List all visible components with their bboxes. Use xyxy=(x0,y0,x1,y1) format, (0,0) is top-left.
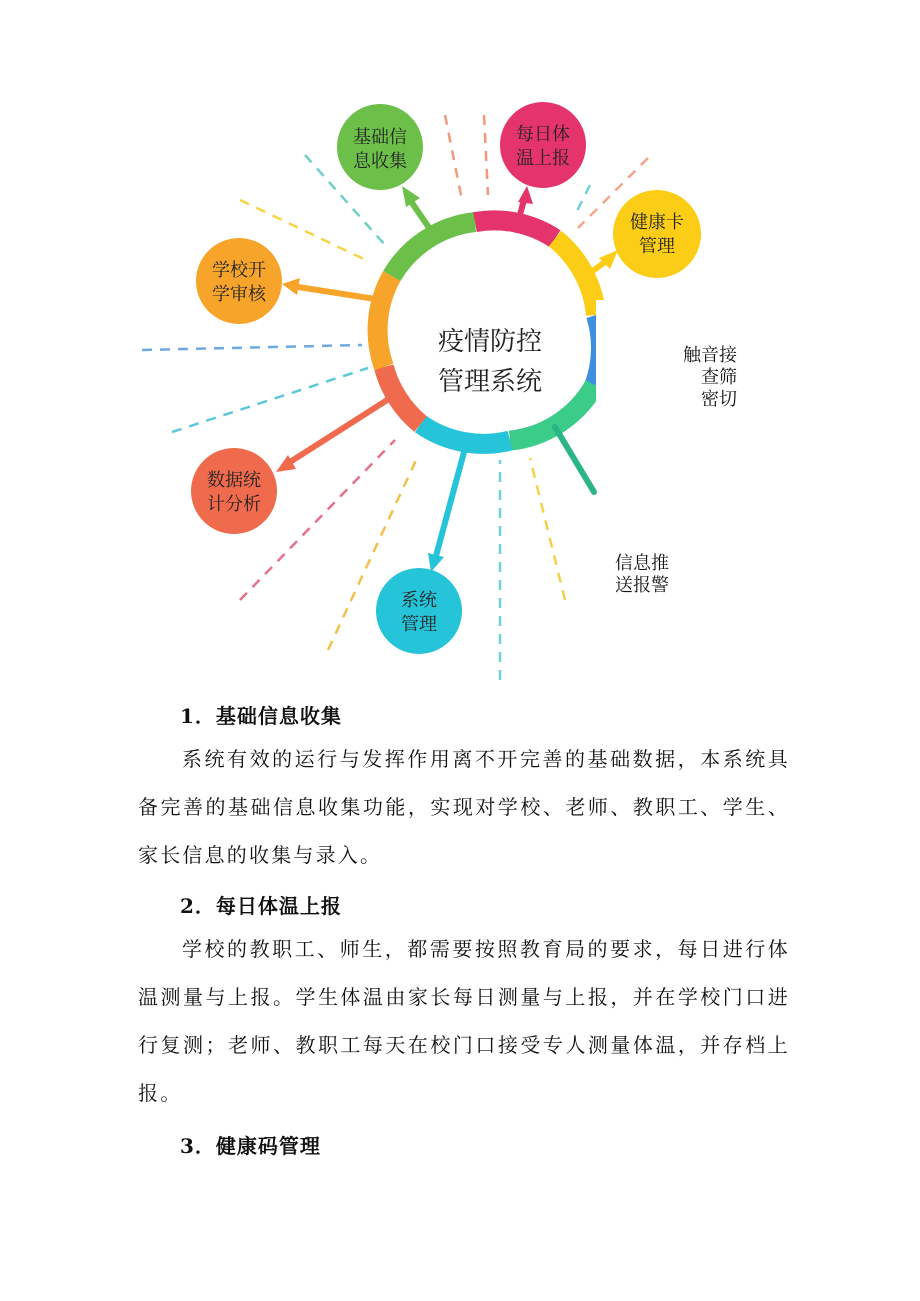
section-heading-1: 1．基础信息收集 xyxy=(180,704,342,728)
node-data-analysis xyxy=(191,448,277,534)
node-school-review xyxy=(196,238,282,324)
side-label-info-alert: 信息推 送报警 xyxy=(615,553,669,596)
section-body-2: 学校的教职工、师生，都需要按照教育局的要求，每日进行体温测量与上报。学生体温由家长每日测量与上报，并在学校门口进行复测；老师、教职工每天在校门口接受专人测量体温，并存档上报。 xyxy=(138,937,790,1105)
node-system-management-line1: 系统 xyxy=(401,590,437,611)
node-basic-info xyxy=(337,104,423,190)
node-school-review-line1: 学校开 xyxy=(212,260,266,281)
node-system-management xyxy=(376,568,462,654)
node-health-card-line2: 管理 xyxy=(639,236,675,257)
node-basic-info-line1: 基础信 xyxy=(353,127,407,148)
node-school-review-line2: 学审核 xyxy=(212,284,266,305)
section-heading-3: 3．健康码管理 xyxy=(180,1134,321,1158)
section-body-1: 系统有效的运行与发挥作用离不开完善的基础数据，本系统具备完善的基础信息收集功能，实现对学校、老师、教职工、学生、家长信息的收集与录入。 xyxy=(138,747,790,867)
node-basic-info-line2: 息收集 xyxy=(353,151,407,172)
section-heading-2: 2．每日体温上报 xyxy=(180,894,342,918)
center-title-line1: 疫情防控 xyxy=(437,327,543,357)
node-daily-temperature-line1: 每日体 xyxy=(516,124,570,145)
node-daily-temperature xyxy=(500,102,586,188)
node-data-analysis-line2: 计分析 xyxy=(207,494,261,515)
node-health-card-line1: 健康卡 xyxy=(630,212,684,233)
node-daily-temperature-line2: 温上报 xyxy=(516,148,570,169)
node-data-analysis-line1: 数据统 xyxy=(207,470,261,491)
center-title-line2: 管理系统 xyxy=(437,367,543,397)
node-system-management-line2: 管理 xyxy=(401,614,437,635)
node-health-card xyxy=(613,190,701,278)
side-label-contact-screening: 触音接 查筛 密切 xyxy=(683,345,737,410)
crop-mask xyxy=(596,300,636,510)
